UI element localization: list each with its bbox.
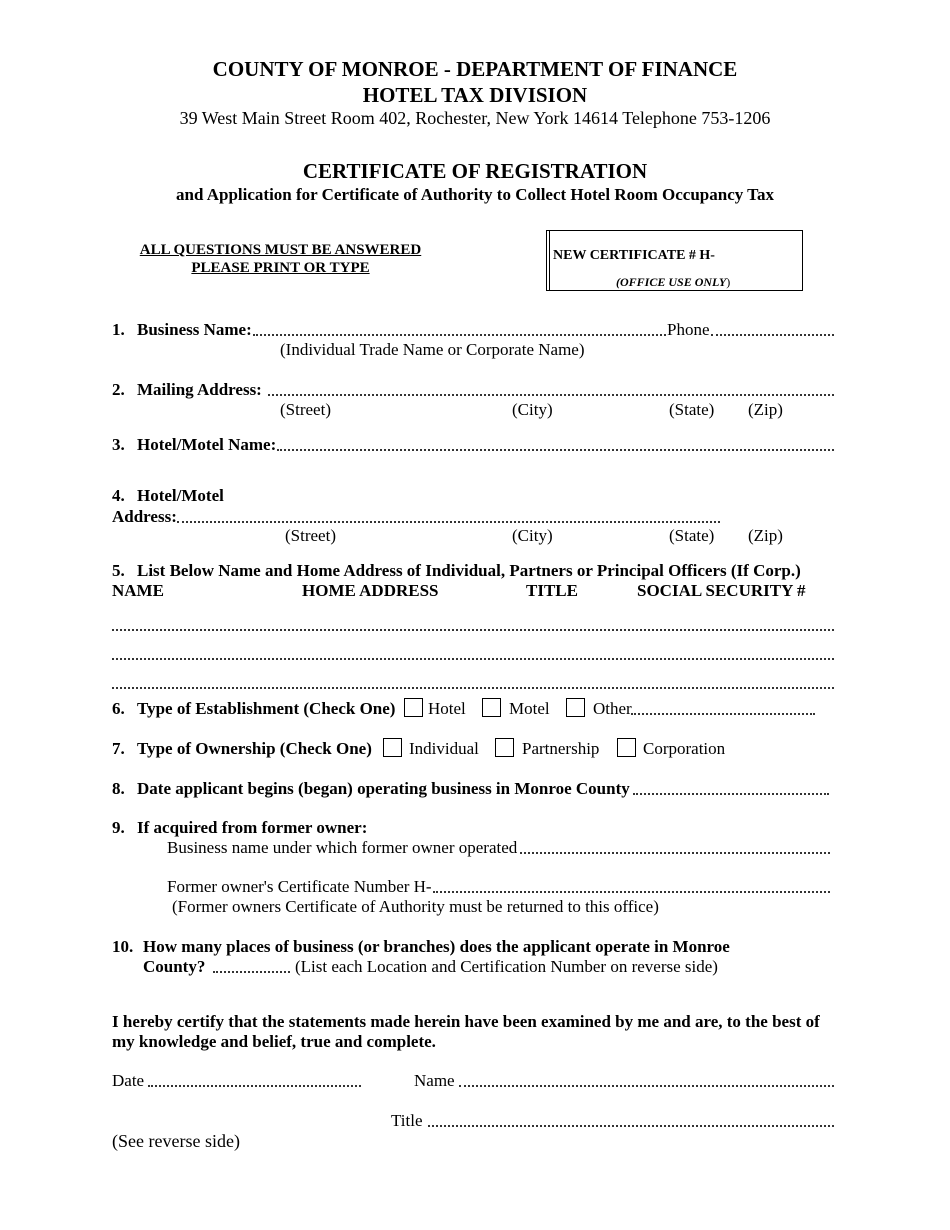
- hotel-option-label: Hotel: [428, 699, 466, 718]
- corporation-checkbox[interactable]: [617, 738, 636, 757]
- officer-row-3[interactable]: [112, 687, 834, 689]
- officer-row-2[interactable]: [112, 658, 834, 660]
- q4-number: 4.: [112, 486, 125, 505]
- former-cert-note: (Former owners Certificate of Authority must be returned to this office): [172, 897, 659, 916]
- phone-field[interactable]: [711, 334, 834, 336]
- see-reverse-note: (See reverse side): [112, 1131, 240, 1151]
- q4-zip-hint: (Zip): [748, 526, 783, 545]
- col-ssn: SOCIAL SECURITY #: [637, 581, 806, 600]
- q2-zip-hint: (Zip): [748, 400, 783, 419]
- date-label: Date: [112, 1071, 145, 1090]
- q5-number: 5.: [112, 561, 125, 580]
- former-cert-field[interactable]: [433, 891, 830, 893]
- branch-count-field[interactable]: [213, 971, 290, 973]
- q7-label: Type of Ownership (Check One): [137, 739, 372, 758]
- q7-number: 7.: [112, 739, 125, 758]
- q3-number: 3.: [112, 435, 125, 454]
- office-use-note: (OFFICE USE ONLY): [616, 275, 731, 289]
- title-field[interactable]: [428, 1125, 834, 1127]
- dept-heading: COUNTY OF MONROE - DEPARTMENT OF FINANCE: [212, 57, 738, 81]
- q10-line-1: How many places of business (or branches) does the applicant operate in Monroe: [143, 937, 730, 956]
- q1-label: Business Name:: [137, 320, 252, 339]
- q4-label-b: Address:: [112, 507, 177, 526]
- title-label: Title: [391, 1111, 423, 1130]
- q2-number: 2.: [112, 380, 125, 399]
- q2-state-hint: (State): [669, 400, 715, 419]
- q2-city-hint: (City): [512, 400, 553, 419]
- former-business-label: Business name under which former owner operated: [167, 838, 518, 857]
- certify-line-1: I hereby certify that the statements made herein have been examined by me and are, to the best of: [112, 1012, 820, 1031]
- corporation-option-label: Corporation: [643, 739, 726, 758]
- division-heading: HOTEL TAX DIVISION: [362, 83, 588, 107]
- q2-street-hint: (Street): [280, 400, 331, 419]
- name-label: Name: [414, 1071, 455, 1090]
- q10-note: (List each Location and Certification Number on reverse side): [295, 957, 718, 976]
- q10-line-2: County?: [143, 957, 206, 976]
- q6-number: 6.: [112, 699, 125, 718]
- hotel-checkbox[interactable]: [404, 698, 423, 717]
- q5-label: List Below Name and Home Address of Individual, Partners or Principal Officers (If Corp.): [137, 561, 801, 580]
- q8-label: Date applicant begins (began) operating business in Monroe County: [137, 779, 630, 798]
- q3-label: Hotel/Motel Name:: [137, 435, 277, 454]
- page-subtitle: and Application for Certificate of Authority to Collect Hotel Room Occupancy Tax: [176, 185, 774, 204]
- hotel-name-field[interactable]: [277, 449, 834, 451]
- individual-option-label: Individual: [409, 739, 479, 758]
- former-cert-label: Former owner's Certificate Number H-: [167, 877, 432, 896]
- address-line: 39 West Main Street Room 402, Rochester, New York 14614 Telephone 753-1206: [179, 108, 771, 128]
- start-date-field[interactable]: [633, 793, 829, 795]
- motel-checkbox[interactable]: [482, 698, 501, 717]
- partnership-checkbox[interactable]: [495, 738, 514, 757]
- col-name: NAME: [112, 581, 164, 600]
- new-certificate-label: NEW CERTIFICATE # H-: [553, 248, 715, 263]
- partnership-option-label: Partnership: [522, 739, 600, 758]
- certify-line-2: my knowledge and belief, true and complete.: [112, 1032, 436, 1051]
- q6-label: Type of Establishment (Check One): [137, 699, 396, 718]
- individual-checkbox[interactable]: [383, 738, 402, 757]
- q4-street-hint: (Street): [285, 526, 336, 545]
- other-establishment-field[interactable]: [631, 713, 815, 715]
- q9-label: If acquired from former owner:: [137, 818, 368, 837]
- q10-number: 10.: [112, 937, 134, 956]
- other-checkbox[interactable]: [566, 698, 585, 717]
- col-home-address: HOME ADDRESS: [302, 581, 439, 600]
- business-name-field[interactable]: [253, 334, 666, 336]
- name-field[interactable]: [459, 1085, 834, 1087]
- q4-city-hint: (City): [512, 526, 553, 545]
- q9-number: 9.: [112, 818, 125, 837]
- q4-label-a: Hotel/Motel: [137, 486, 224, 505]
- motel-option-label: Motel: [509, 699, 550, 718]
- former-business-field[interactable]: [520, 852, 830, 854]
- hotel-address-field[interactable]: [177, 521, 720, 523]
- q4-state-hint: (State): [669, 526, 715, 545]
- other-option-label: Other: [593, 699, 632, 718]
- notice-line-1: ALL QUESTIONS MUST BE ANSWERED: [139, 242, 422, 258]
- mailing-address-field[interactable]: [268, 394, 834, 396]
- q8-number: 8.: [112, 779, 125, 798]
- q1-number: 1.: [112, 320, 125, 339]
- notice-line-2: PLEASE PRINT OR TYPE: [191, 260, 370, 276]
- page-title: CERTIFICATE OF REGISTRATION: [302, 159, 648, 183]
- officer-row-1[interactable]: [112, 629, 834, 631]
- business-name-hint: (Individual Trade Name or Corporate Name): [280, 340, 585, 359]
- col-title: TITLE: [526, 581, 578, 600]
- phone-label: Phone: [667, 320, 710, 339]
- q2-label: Mailing Address:: [137, 380, 262, 399]
- date-field[interactable]: [148, 1085, 361, 1087]
